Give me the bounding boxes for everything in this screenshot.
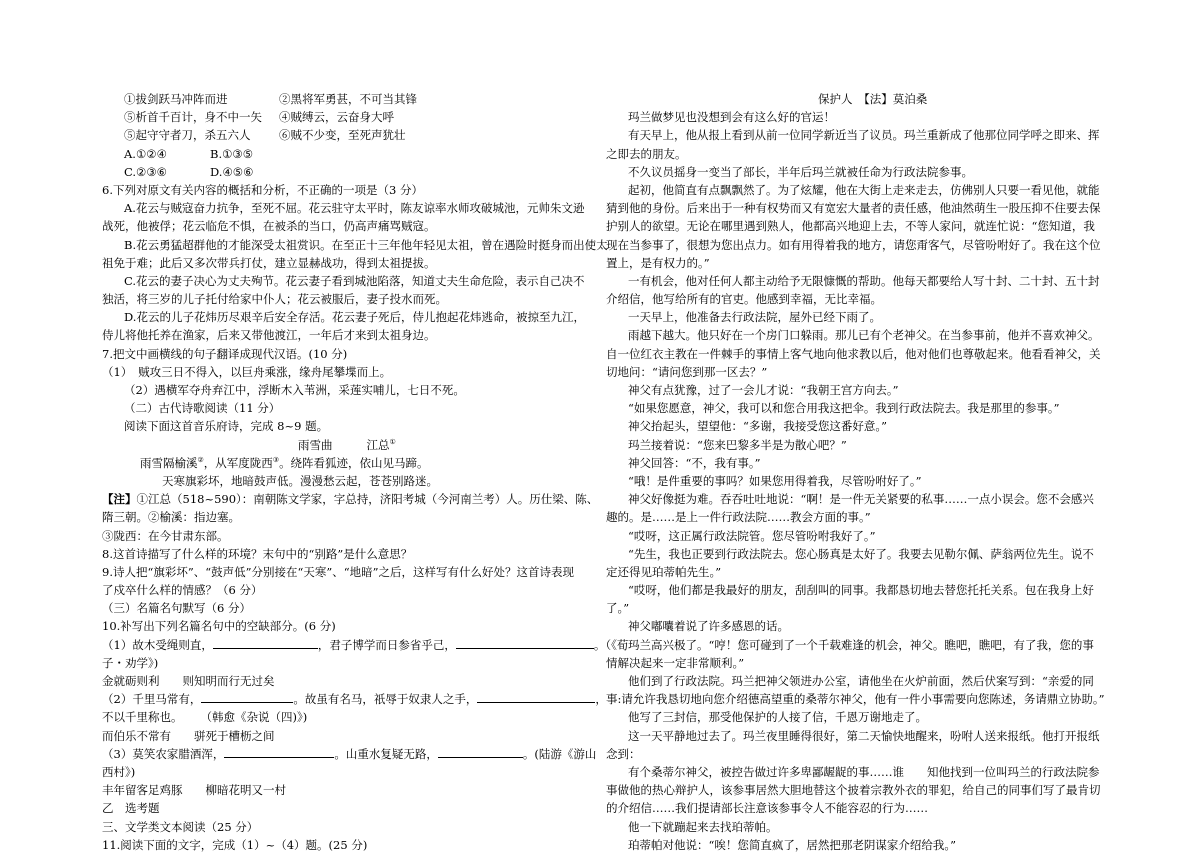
option-row [102, 126, 572, 144]
story-line: 的介绍信……我们提请部长注意该参事令人不能容忍的行为…… [606, 801, 928, 816]
option-row [102, 108, 572, 126]
question-7-stem: 7.把文中画横线的句子翻译成现代汉语。(10 分) [102, 346, 348, 361]
story-line: 猜到他的身份。后来出于一种有权势而又有宽宏大量者的责任感，他油然萌生一股压抑不住要去保 [606, 201, 1101, 216]
option-item: ⑥贼不少变，至死声犹壮 [279, 128, 406, 143]
q10-item-1 [102, 636, 629, 654]
story-line: 神父回答：“不，我有事。” [628, 455, 761, 470]
option-item: ⑤析首千百计，身不中一矢 [124, 110, 262, 125]
story-line: 起初，他简直有点飘飘然了。为了炫耀，他在大街上走来走去，仿佛别人只要一看见他，就能 [628, 182, 1100, 197]
story-line: 事做他的热心辩护人，该参事居然大胆地替这个披着宗教外衣的罪犯，给自己的同事们写了最肯切 [606, 783, 1101, 798]
story-line: 他一下就蹦起来去找珀蒂帕。 [628, 819, 778, 834]
answer-blank[interactable] [201, 690, 293, 703]
option-item: ②黑将军勇甚，不可当其锋 [279, 92, 417, 106]
story-line: 玛兰高兴极了。“哼！您可碰到了一个千载难逢的机会，神父。瞧吧，瞧吧，有了我，您的事 [628, 637, 1094, 652]
story-line: 这一天平静地过去了。玛兰夜里睡得很好，第二天愉快地醒来，吩咐人送来报纸。他打开报纸 [628, 728, 1100, 743]
poem-text: ，从军度陇西 [203, 455, 273, 470]
poem-line-2: 天寒旗彩坏，地暗鼓声低。漫漫愁云起，苍苍别路迷。 [162, 473, 438, 488]
answer-blank[interactable] [213, 636, 318, 649]
story-line: “先生，我也正要到行政法院去。您心肠真是太好了。我要去见勒尔佩、萨翁两位先生。说不 [628, 546, 1094, 561]
question-9: 9.诗人把“旗彩坏”、“鼓声低”分别接在“天寒”、“地暗”之后，这样写有什么好处？这首诗表现 [102, 564, 575, 579]
option-item: ④贼缚云，云奋身大呼 [279, 110, 394, 125]
story-line: 一有机会，他对任何人都主动给予无限慷慨的帮助。他每天都要给人写十封、二十封、五十封 [628, 273, 1100, 288]
q6-option-a-cont: 战死，他被俘；花云临危不惧，在被杀的当口，仍高声痛骂贼寇。 [102, 219, 436, 234]
story-line: 现在当参事了，很想为您出点力。如有用得着我的地方，请您甭客气，尽管吩咐好了。我在这个位 [606, 237, 1101, 252]
story-line: 有个桑蒂尔神父，被控告做过许多卑鄙龌龊的事……谁 知他找到一位叫玛兰的行政法院参 [628, 764, 1100, 779]
q10-item-3-cont: 西村》) [102, 764, 136, 779]
poem-note-2: ③陇西：在今甘肃东部。 [102, 528, 229, 543]
item-text: 不以千里称也。 [102, 710, 183, 725]
story-line: 神父有点犹豫，过了一会儿才说：“我朝王宫方向去。” [628, 383, 899, 397]
item-text: （3）莫笑农家腊酒浑， [102, 746, 225, 761]
q6-option-d: D.花云的儿子花炜历尽艰辛后安全存活。花云妻子死后，侍儿抱起花炜逃命，被掠至九江， [124, 310, 585, 325]
story-line: 护别人的欲望。无论在哪里遇到熟人，他都高兴地迎上去，不等人家问，就连忙说：“您知道，我 [606, 219, 1095, 234]
answer-blank[interactable] [477, 690, 595, 703]
question-6-stem: 6.下列对原文有关内容的概括和分析，不正确的一项是（3 分） [102, 182, 423, 197]
story-line: 置上，是有权力的。” [606, 255, 710, 270]
story-body [606, 108, 1105, 854]
story-line: 珀蒂帕对他说：“唉！您简直疯了，居然把那老阴谋家介绍给我。” [628, 837, 957, 852]
item-text: （2）千里马常有， [102, 692, 202, 707]
story-line: 他写了三封信，那受他保护的人接了信，千恩万谢地走了。 [628, 710, 927, 725]
story-line: 事:请允许我恳切地向您介绍德高望重的桑蒂尔神父，他有一件小事需要向您陈述，务请鼎立协助。” [606, 692, 1105, 707]
story-line: 情解决起来一定非常顺利。” [606, 655, 745, 670]
poetry-instruction: 阅读下面这首音乐府诗，完成 8~9 题。 [124, 419, 329, 434]
story-line: “哦！是件重要的事吗？如果您用得着我，尽管吩咐好了。” [628, 473, 922, 488]
q6-option-c: C.花云的妻子决心为丈夫殉节。花云妻子看到城池陷落，知道丈夫生命危险，表示自己决不 [124, 273, 585, 288]
choice-row [102, 163, 572, 181]
q6-option-d-cont: 侍儿将他托养在渔家，后来又带他渡江，一年后才来到太祖身边。 [102, 328, 436, 343]
item-text: 。山重水复疑无路， [334, 746, 438, 761]
story-line: 了。” [606, 601, 630, 616]
item-text: （1）故木受绳则直， [102, 637, 213, 652]
item-text: 。故虽有名马，祇辱于奴隶人之手， [293, 692, 478, 707]
choice-c: C.②③⑥ [124, 164, 167, 179]
answer-blank[interactable] [456, 636, 594, 649]
q10-item-1-cont: 子・劝学》) [102, 655, 159, 670]
choice-a: A.①②④ [124, 146, 167, 161]
q6-option-b-cont: 祖免于难；此后又多次带兵打仗，建立显赫战功，得到太祖提拔。 [102, 255, 436, 270]
story-line: 定还得见珀蒂帕先生。” [606, 564, 722, 579]
item-text: ，君子博学而日参省乎己， [317, 637, 456, 652]
story-line: 之即去的朋友。 [606, 146, 687, 161]
story-line: 神父好像挺为难。吞吞吐吐地说：“啊！是一件无关紧要的私事……一点小误会。您不会感兴 [628, 492, 1094, 507]
poem-text: 雨雪隔榆溪 [140, 455, 198, 470]
item-source: （韩愈《杂说（四)》) [200, 710, 308, 725]
story-line: 切地问：“请问您到那一区去？” [606, 364, 768, 379]
story-line: 有天早上，他从报上看到从前一位同学新近当了议员。玛兰重新成了他那位同学呼之即来、挥 [628, 128, 1100, 143]
choice-b: B.①③⑤ [210, 146, 254, 161]
poem-note-1 [102, 490, 599, 508]
q7-sentence-1: （1） 贼攻三日不得入，以巨舟乘涨，缘舟尾攀堞而上。 [102, 364, 392, 379]
poem-author: 江总 [366, 437, 390, 452]
story-line: 趣的。是……是上一件行政法院……教会方面的事。” [606, 510, 871, 525]
q10-item-3 [102, 745, 597, 763]
q6-option-c-cont: 独活，将三岁的儿子托付给家中仆人；花云被服后，妻子投水而死。 [102, 292, 447, 307]
q6-option-b: B.花云勇猛超群他的才能深受太祖赏识。在至正十三年他年轻见太祖，曾在遇险时挺身而出使太 [124, 237, 608, 252]
story-line: 不久议员摇身一变当了部长，半年后玛兰就被任命为行政法院参事。 [628, 164, 973, 179]
note-label: 【注】 [102, 492, 137, 507]
choice-row [102, 145, 572, 163]
q10-item-2-cont [102, 708, 572, 726]
story-line: 一天早上，他准备去行政法院，屋外已经下雨了。 [628, 310, 881, 325]
option-item: ①拔剑跃马冲阵而进 [124, 92, 228, 106]
q10-item-2-answer: 而伯乐不常有 骈死于槽枥之间 [102, 728, 275, 743]
story-line: “哎呀，他们都是我最好的朋友，刮刮叫的同事。我都恳切地去替您托托关系。包在我身上好 [628, 583, 1094, 598]
choice-d: D.④⑤⑥ [210, 164, 254, 179]
story-line: 神父抬起头，望望他：“多谢，我接受您这番好意。” [628, 419, 888, 434]
q6-option-a: A.花云与贼寇奋力抗争，至死不屈。花云驻守太平时，陈友谅率水师攻破城池，元帅朱文逊 [124, 201, 585, 216]
story-line: 玛兰做梦见也没想到会有这么好的官运！ [628, 110, 835, 125]
story-line: “哎呀，这正属行政法院管。您尽管吩咐我好了。” [628, 528, 876, 543]
poem-title-line [102, 436, 572, 454]
answer-blank[interactable] [438, 745, 523, 758]
recite-section-heading: （三）名篇名句默写（6 分） [102, 601, 251, 616]
item-text: 。(陆游《游山 [522, 746, 597, 761]
option-row [102, 90, 572, 108]
optional-heading: 乙 选考题 [102, 801, 160, 816]
footnote-marker: ③ [272, 455, 280, 464]
poem-note-1-cont: 隋三朝。②榆溪：指边塞。 [102, 510, 240, 525]
q10-item-3-answer: 丰年留客足鸡豚 柳暗花明又一村 [102, 783, 286, 798]
poem-text: 。绕阵看狐迹，依山见马蹄。 [279, 455, 429, 470]
note-text: ①江总（518~590）：南朝陈文学家，字总持，济阳考城（今河南兰考）人。历仕梁、陈、 [136, 492, 599, 507]
option-item: ⑤起守守者刀，杀五六人 [124, 128, 251, 143]
poetry-section-heading: （二）古代诗歌阅读（11 分） [124, 401, 281, 416]
question-9-cont: 了戍卒什么样的情感？（6 分） [102, 583, 263, 598]
story-line: 介绍信，他写给所有的官吏。他感到幸福，无比幸福。 [606, 292, 882, 307]
story-line: 念到： [606, 746, 641, 761]
story-line: “如果您愿意，神父，我可以和您合用我这把伞。我到行政法院去。我是那里的参事。” [628, 401, 1060, 416]
q10-item-1-answer: 金就砺则利 则知明而行无过矣 [102, 674, 275, 688]
story-line: 玛兰接着说：“您来巴黎多半是为散心吧？” [628, 437, 847, 452]
item-text: 。（《荀 [593, 637, 629, 652]
q7-sentence-2: （2）遇横军夺舟弃江中，浮断木入苇洲，采莲实哺儿，七日不死。 [124, 383, 465, 397]
poem-line-1 [102, 454, 572, 472]
poem-title: 雨雪曲 [298, 437, 333, 452]
footnote-marker: ② [197, 455, 204, 464]
q10-item-2 [102, 690, 607, 708]
question-8: 8.这首诗描写了什么样的环境？末句中的“别路”是什么意思？ [102, 546, 413, 561]
story-line: 雨越下越大。他只好在一个房门口躲雨。那儿已有个老神父。在当参事前，他并不喜欢神父。 [628, 328, 1100, 343]
answer-blank[interactable] [224, 745, 334, 758]
story-title: 保护人 【法】莫泊桑 [818, 92, 928, 106]
right-column [606, 90, 1105, 854]
question-10-stem: 10.补写出下列名篇名句中的空缺部分。(6 分) [102, 619, 336, 634]
story-line: 神父嘟囔着说了许多感恩的话。 [628, 619, 789, 634]
footnote-marker: ① [389, 437, 396, 446]
story-line: 他们到了行政法院。玛兰把神父领进办公室，请他坐在火炉前面，然后伏案写到：“亲爱的同 [628, 674, 1094, 688]
item-text: ， [595, 692, 607, 707]
story-line: 自一位红衣主教在一件棘手的事情上客气地向他求教以后，他对他们也尊敬起来。他看看神父，关 [606, 346, 1101, 361]
literary-section-heading: 三、文学类文本阅读（25 分） [102, 819, 259, 834]
question-11-stem: 11.阅读下面的文字，完成（1）~（4）题。(25 分) [102, 837, 368, 852]
